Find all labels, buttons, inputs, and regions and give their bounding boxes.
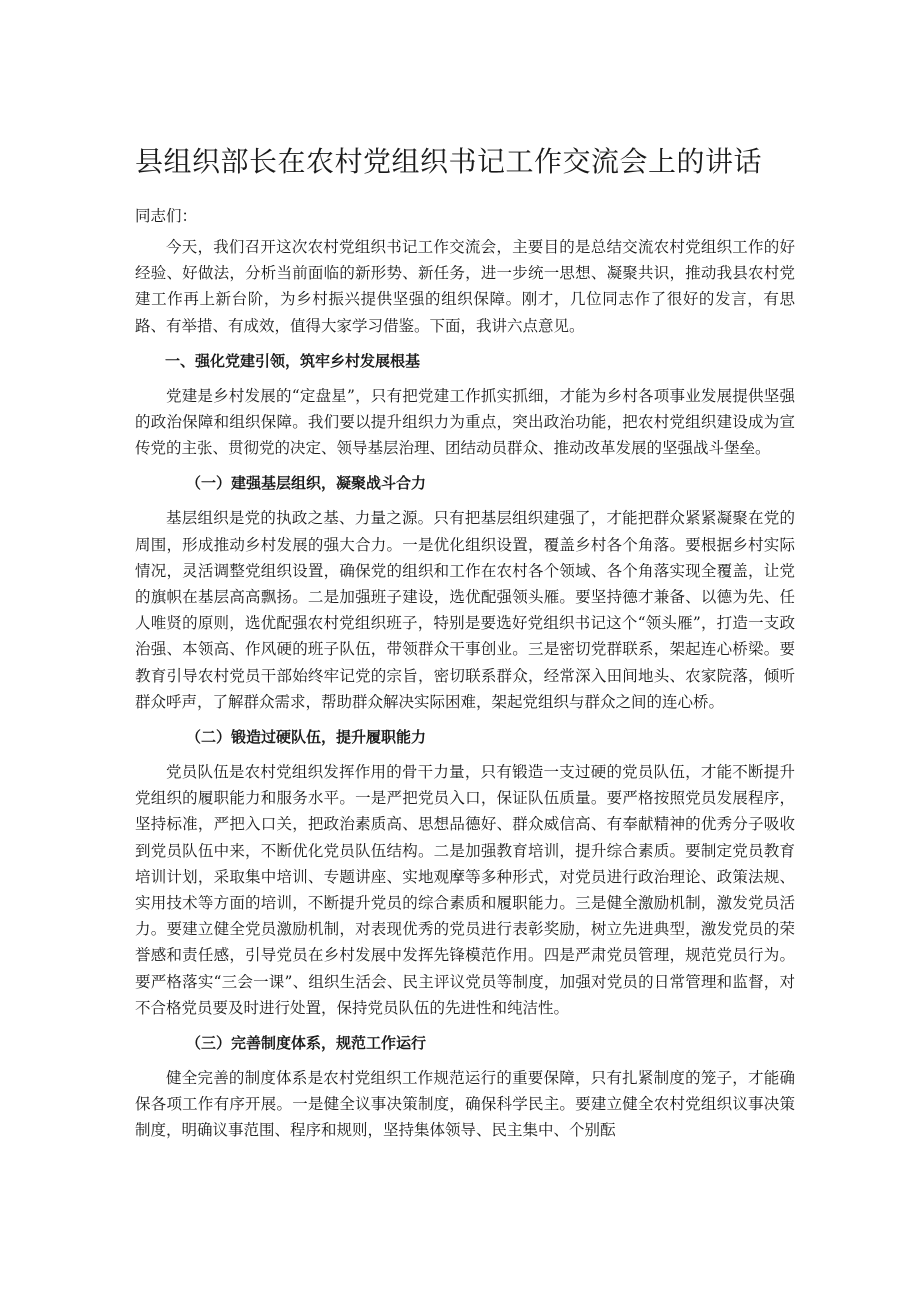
subsection-3-paragraph: 健全完善的制度体系是农村党组织工作规范运行的重要保障，只有扎紧制度的笼子，才能确保各项工作有序开展。一是健全议事决策制度，确保科学民主。要建立健全农村党组织议事决策制度，明确议事范围、程序和规则，坚持集体领导、民主集中、个别酝 [135,1069,795,1140]
subsection-3-heading: （三）完善制度体系，规范工作运行 [186,1034,427,1053]
document-body [135,234,795,1144]
document-title: 县组织部长在农村党组织书记工作交流会上的讲话 [135,145,763,178]
intro-paragraph: 今天，我们召开这次农村党组织书记工作交流会，主要目的是总结交流农村党组织工作的好经验、好做法，分析当前面临的新形势、新任务，进一步统一思想、凝聚共识，推动我县农村党建工作再上新台阶，为乡村振兴提供坚强的组织保障。刚才，几位同志作了很好的发言，有思路、有举措、有成效，值得大家学习借鉴。下面，我讲六点意见。 [135,238,795,335]
subsection-1-paragraph: 基层组织是党的执政之基、力量之源。只有把基层组织建强了，才能把群众紧紧凝聚在党的周围，形成推动乡村发展的强大合力。一是优化组织设置，覆盖乡村各个角落。要根据乡村实际情况，灵活调整党组织设置，确保党的组织和工作在农村各个领域、各个角落实现全覆盖，让党的旗帜在基层高高飘扬。二是加强班子建设，选优配强领头雁。要坚持德才兼备、以德为先、任人唯贤的原则，选优配强农村党组织班子，特别是要选好党组织书记这个“领头雁”，打造一支政治强、本领高、作风硬的班子队伍，带领群众干事创业。三是密切党群联系，架起连心桥梁。要教育引导农村党员干部始终牢记党的宗旨，密切联系群众，经常深入田间地头、农家院落，倾听群众呼声，了解群众需求，帮助群众解决实际困难，架起党组织与群众之间的连心桥。 [135,509,795,711]
subsection-2-heading: （二）锻造过硬队伍，提升履职能力 [186,728,427,747]
subsection-2-paragraph: 党员队伍是农村党组织发挥作用的骨干力量，只有锻造一支过硬的党员队伍，才能不断提升党组织的履职能力和服务水平。一是严把党员入口，保证队伍质量。要严格按照党员发展程序，坚持标准，严把入口关，把政治素质高、思想品德好、群众威信高、有奉献精神的优秀分子吸收到党员队伍中来，不断优化党员队伍结构。二是加强教育培训，提升综合素质。要制定党员教育培训计划，采取集中培训、专题讲座、实地观摩等多种形式，对党员进行政治理论、政策法规、实用技术等方面的培训，不断提升党员的综合素质和履职能力。三是健全激励机制，激发党员活力。要建立健全党员激励机制，对表现优秀的党员进行表彰奖励，树立先进典型，激发党员的荣誉感和责任感，引导党员在乡村发展中发挥先锋模范作用。四是严肃党员管理，规范党员行为。要严格落实“三会一课”、组织生活会、民主评议党员等制度，加强对党员的日常管理和监督，对不合格党员要及时进行处置，保持党员队伍的先进性和纯洁性。 [135,763,795,1017]
section-1-paragraph: 党建是乡村发展的“定盘星”，只有把党建工作抓实抓细，才能为乡村各项事业发展提供坚强的政治保障和组织保障。我们要以提升组织力为重点，突出政治功能，把农村党组织建设成为宣传党的主张、贯彻党的决定、领导基层治理、团结动员群众、推动改革发展的坚强战斗堡垒。 [135,386,795,458]
section-1-heading: 一、强化党建引领，筑牢乡村发展根基 [165,351,421,370]
salutation: 同志们： [135,207,198,225]
subsection-1-heading: （一）建强基层组织，凝聚战斗合力 [186,474,427,493]
